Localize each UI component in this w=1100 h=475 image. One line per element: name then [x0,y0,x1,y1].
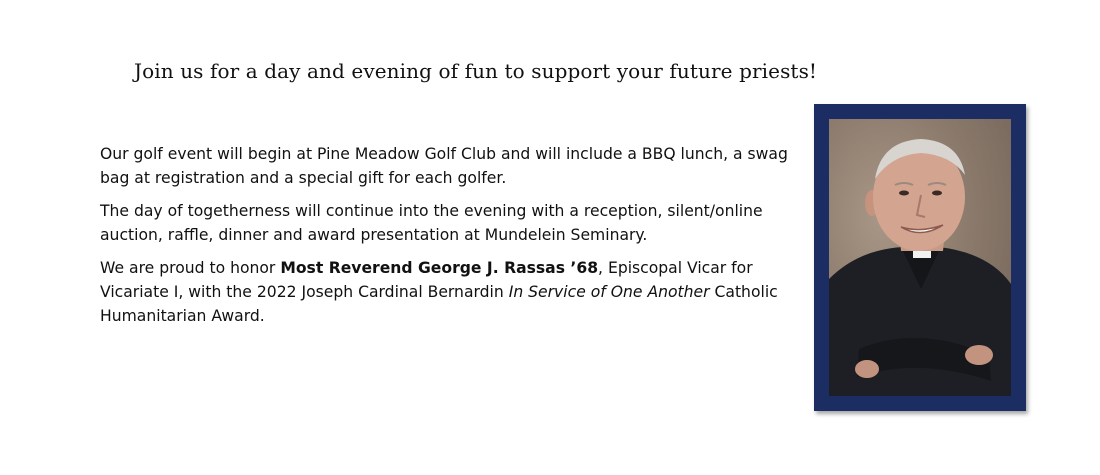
honoree-intro: We are proud to honor [100,259,281,277]
event-headline: Join us for a day and evening of fun to support your future priests! [134,59,818,83]
event-description [100,142,815,337]
honoree-portrait [829,119,1011,396]
honoree-name: Most Reverend George J. Rassas ’68 [280,259,599,277]
portrait-frame [814,104,1026,411]
portrait-illustration [829,119,1011,396]
golf-paragraph: Our golf event will begin at Pine Meadow Golf Club and will include a BBQ lunch, a swag bag at registration and a special gift for each golfer. [100,145,788,187]
evening-paragraph: The day of togetherness will continue into the evening with a reception, silent/online auction, raffle, dinner and award presentation at Mundelein Seminary. [100,202,763,244]
honoree-paragraph [100,256,815,328]
honoree-details: , Episcopal Vicar for Vicariate I, with the 2022 Joseph Cardinal Bernardin [100,259,753,301]
award-suffix: Catholic Humanitarian Award. [100,283,778,325]
award-title: In Service of One Another [508,283,710,301]
